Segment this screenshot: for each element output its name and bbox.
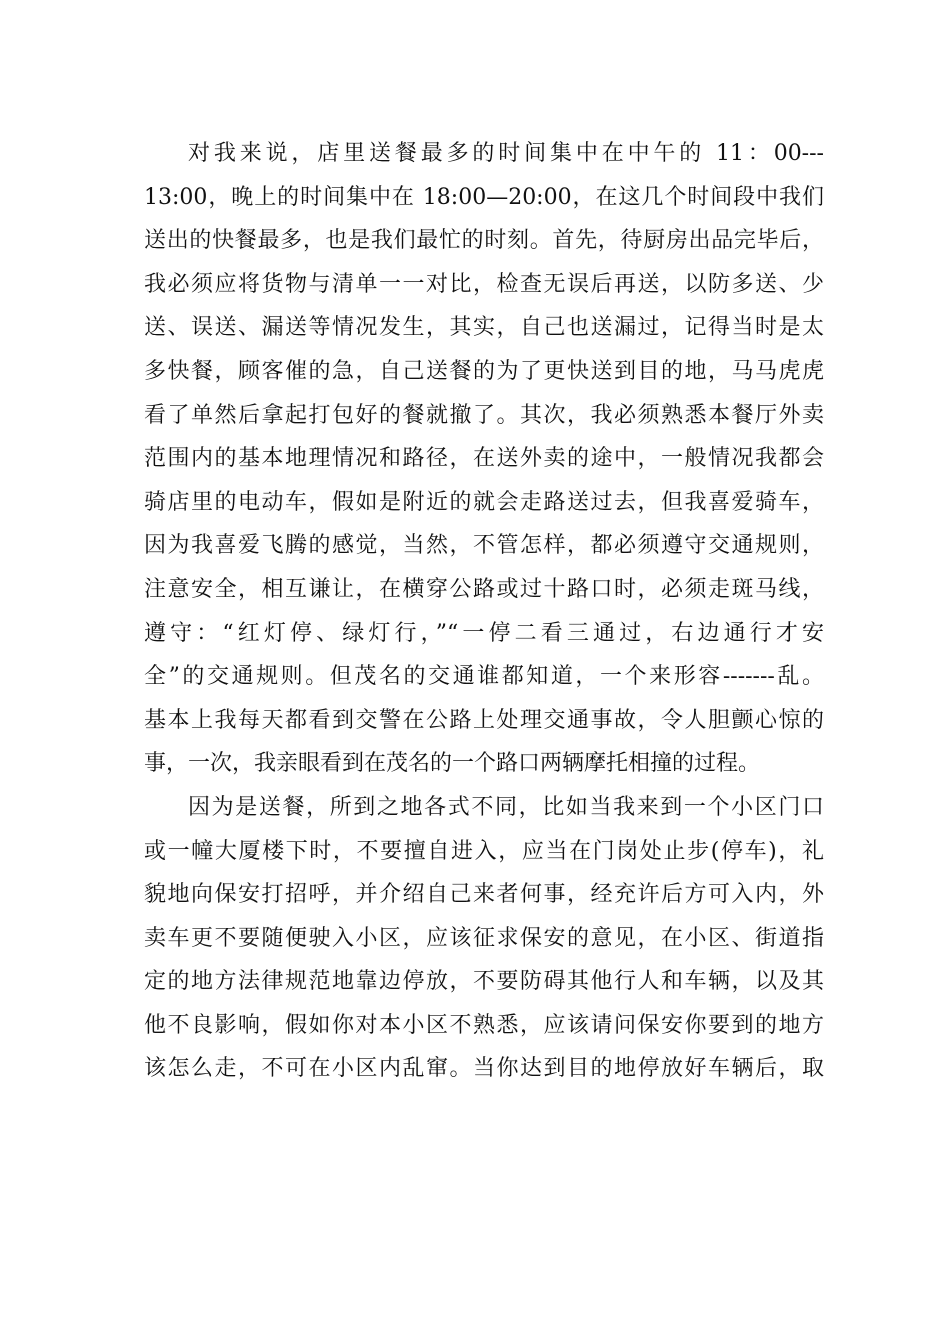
text-line: 遵守：“红灯停、绿灯行，”“一停二看三通过，右边通行才安 (144, 620, 824, 646)
text-line: 他不良影响，假如你对本小区不熟悉，应该请问保安你要到的地方 (144, 1012, 824, 1038)
text-line: 注意安全，相互谦让，在横穿公路或过十路口时，必须走斑马线， (144, 576, 824, 602)
text-line: 骑店里的电动车，假如是附近的就会走路送过去，但我喜爱骑车， (144, 489, 824, 515)
text-line: 范围内的基本地理情况和路径，在送外卖的途中，一般情况我都会 (144, 446, 824, 472)
text-line: 全”的交通规则。但茂名的交通谁都知道，一个来形容-------乱。 (144, 664, 824, 690)
body-text (144, 132, 824, 1091)
text-line: 对我来说，店里送餐最多的时间集中在中午的 11：00--- (188, 141, 824, 166)
text-line: 或一幢大厦楼下时，不要擅自进入，应当在门岗处止步(停车)，礼 (144, 838, 824, 864)
text-line: 事，一次，我亲眼看到在茂名的一个路口两辆摩托相撞的过程。 (144, 751, 761, 777)
text-line: 该怎么走，不可在小区内乱窜。当你达到目的地停放好车辆后，取 (144, 1056, 824, 1082)
text-line: 多快餐，顾客催的急，自己送餐的为了更快送到目的地，马马虎虎 (144, 358, 824, 384)
text-line: 因为是送餐，所到之地各式不同，比如当我来到一个小区门口 (188, 794, 824, 820)
text-line: 貌地向保安打招呼，并介绍自己来者何事，经充许后方可入内，外 (144, 882, 824, 908)
paragraph-1 (144, 132, 824, 786)
text-line: 卖车更不要随便驶入小区，应该征求保安的意见，在小区、街道指 (144, 925, 824, 951)
text-line: 因为我喜爱飞腾的感觉，当然，不管怎样，都必须遵守交通规则， (144, 533, 824, 559)
text-line: 送出的快餐最多，也是我们最忙的时刻。首先，待厨房出品完毕后， (144, 228, 824, 254)
text-line: 送、误送、漏送等情况发生，其实，自己也送漏过，记得当时是太 (144, 315, 824, 341)
text-line: 定的地方法律规范地靠边停放，不要防碍其他行人和车辆，以及其 (144, 969, 824, 995)
text-line: 看了单然后拿起打包好的餐就撤了。其次，我必须熟悉本餐厅外卖 (144, 402, 824, 428)
text-line: 13:00，晚上的时间集中在 18:00—20:00，在这几个时间段中我们 (144, 184, 824, 210)
text-line: 基本上我每天都看到交警在公路上处理交通事故，令人胆颤心惊的 (144, 707, 824, 733)
paragraph-2 (144, 786, 824, 1091)
text-line: 我必须应将货物与清单一一对比，检查无误后再送，以防多送、少 (144, 271, 824, 297)
